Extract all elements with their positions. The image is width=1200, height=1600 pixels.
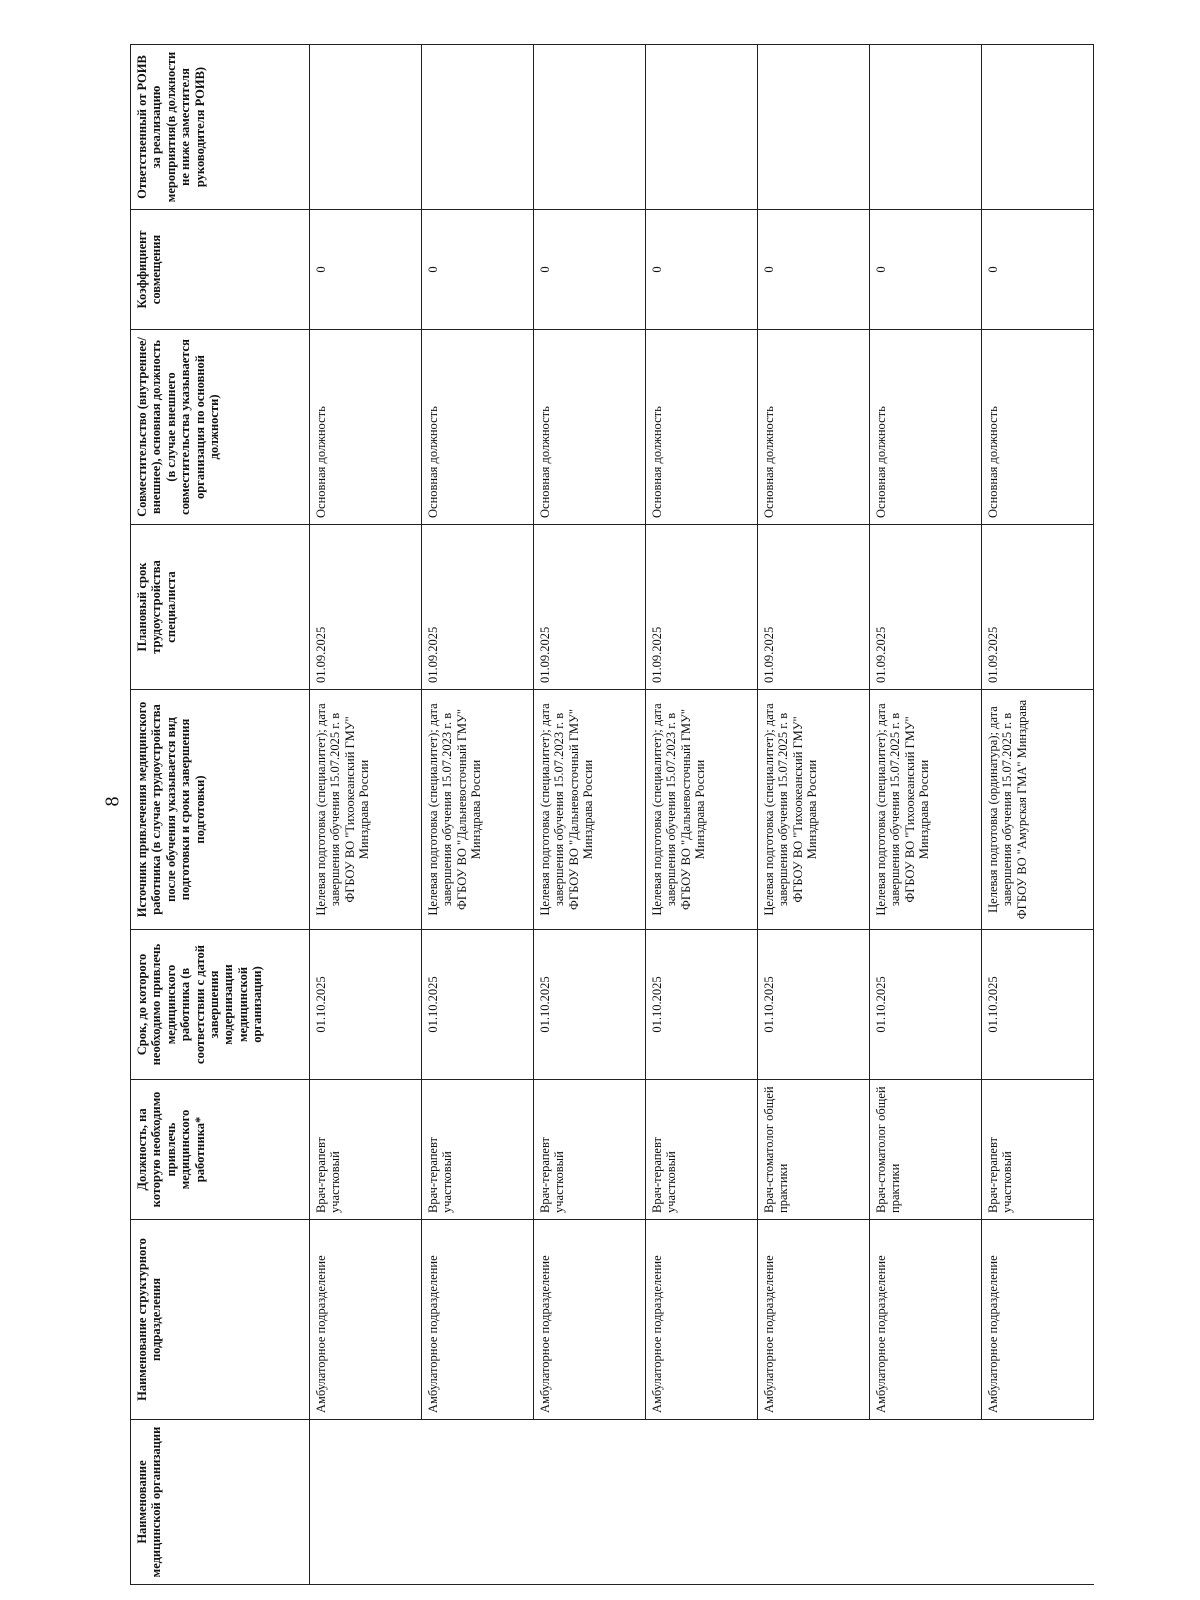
cell-deadline: 01.10.2025 bbox=[646, 930, 758, 1080]
cell-combination: Основная должность bbox=[982, 330, 1094, 525]
cell-source: Целевая подготовка (специалитет); дата завершения обучения 15.07.2025 г. в ФГБОУ ВО "Тихоокеанский ГМУ" Минздрава России bbox=[870, 690, 982, 930]
header-position: Должность, на которую необходимо привлечь медицинского работника* bbox=[131, 1080, 310, 1220]
cell-coefficient: 0 bbox=[870, 210, 982, 330]
header-combination: Совместительство (внутреннее/внешнее), основная должность (в случае внешнего совместительства указывается организация по основной должности) bbox=[131, 330, 310, 525]
cell-combination: Основная должность bbox=[310, 330, 422, 525]
cell-source: Целевая подготовка (специалитет); дата завершения обучения 15.07.2025 г. в ФГБОУ ВО "Тихоокеанский ГМУ" Минздрава России bbox=[310, 690, 422, 930]
table-row bbox=[758, 45, 870, 1585]
cell-combination: Основная должность bbox=[422, 330, 534, 525]
cell-employment-date: 01.09.2025 bbox=[982, 525, 1094, 690]
cell-org bbox=[870, 1420, 982, 1585]
staffing-table bbox=[130, 44, 1094, 1585]
cell-source: Целевая подготовка (специалитет); дата завершения обучения 15.07.2023 г. в ФГБОУ ВО "Дальневосточный ГМУ" Минздрава России bbox=[646, 690, 758, 930]
cell-deadline: 01.10.2025 bbox=[534, 930, 646, 1080]
cell-combination: Основная должность bbox=[534, 330, 646, 525]
table-row bbox=[870, 45, 982, 1585]
table-row bbox=[982, 45, 1094, 1585]
cell-org bbox=[422, 1420, 534, 1585]
page-number: 8 bbox=[101, 796, 124, 807]
cell-position: Врач-терапевт участковый bbox=[982, 1080, 1094, 1220]
cell-employment-date: 01.09.2025 bbox=[870, 525, 982, 690]
cell-org bbox=[758, 1420, 870, 1585]
cell-responsible bbox=[646, 45, 758, 210]
cell-employment-date: 01.09.2025 bbox=[422, 525, 534, 690]
table-row bbox=[534, 45, 646, 1585]
cell-coefficient: 0 bbox=[422, 210, 534, 330]
cell-combination: Основная должность bbox=[646, 330, 758, 525]
cell-org bbox=[982, 1420, 1094, 1585]
cell-combination: Основная должность bbox=[758, 330, 870, 525]
cell-deadline: 01.10.2025 bbox=[310, 930, 422, 1080]
cell-coefficient: 0 bbox=[534, 210, 646, 330]
cell-employment-date: 01.09.2025 bbox=[758, 525, 870, 690]
table-row bbox=[646, 45, 758, 1585]
cell-unit: Амбулаторное подразделение bbox=[982, 1220, 1094, 1420]
cell-position: Врач-стоматолог общей практики bbox=[758, 1080, 870, 1220]
header-employment-date: Плановый срок трудоустройства специалиста bbox=[131, 525, 310, 690]
cell-deadline: 01.10.2025 bbox=[758, 930, 870, 1080]
cell-unit: Амбулаторное подразделение bbox=[758, 1220, 870, 1420]
cell-responsible bbox=[310, 45, 422, 210]
header-coefficient: Коэффициент совмещения bbox=[131, 210, 310, 330]
cell-source: Целевая подготовка (ординатура); дата завершения обучения 15.07.2025 г. в ФГБОУ ВО "Амурская ГМА" Минздрава bbox=[982, 690, 1094, 930]
cell-employment-date: 01.09.2025 bbox=[646, 525, 758, 690]
cell-org bbox=[310, 1420, 422, 1585]
cell-employment-date: 01.09.2025 bbox=[534, 525, 646, 690]
cell-org bbox=[534, 1420, 646, 1585]
cell-position: Врач-терапевт участковый bbox=[646, 1080, 758, 1220]
cell-org bbox=[646, 1420, 758, 1585]
cell-source: Целевая подготовка (специалитет); дата завершения обучения 15.07.2025 г. в ФГБОУ ВО "Тихоокеанский ГМУ" Минздрава России bbox=[758, 690, 870, 930]
cell-responsible bbox=[870, 45, 982, 210]
cell-combination: Основная должность bbox=[870, 330, 982, 525]
header-deadline: Срок, до которого необходимо привлечь медицинского работника (в соответствии с датой завершения модернизации медицинской организации) bbox=[131, 930, 310, 1080]
rotated-table-container bbox=[130, 45, 1080, 1585]
table-row bbox=[310, 45, 422, 1585]
cell-source: Целевая подготовка (специалитет); дата завершения обучения 15.07.2023 г. в ФГБОУ ВО "Дальневосточный ГМУ" Минздрава России bbox=[422, 690, 534, 930]
cell-responsible bbox=[534, 45, 646, 210]
cell-position: Врач-терапевт участковый bbox=[534, 1080, 646, 1220]
table-row bbox=[422, 45, 534, 1585]
cell-unit: Амбулаторное подразделение bbox=[646, 1220, 758, 1420]
cell-source: Целевая подготовка (специалитет); дата завершения обучения 15.07.2023 г. в ФГБОУ ВО "Дальневосточный ГМУ" Минздрава России bbox=[534, 690, 646, 930]
header-source: Источник привлечения медицинского работника (в случае трудоустройства после обучения указывается вид подготовки и сроки завершения подготовки) bbox=[131, 690, 310, 930]
cell-position: Врач-терапевт участковый bbox=[310, 1080, 422, 1220]
header-row bbox=[131, 45, 310, 1585]
header-unit: Наименование структурного подразделения bbox=[131, 1220, 310, 1420]
cell-unit: Амбулаторное подразделение bbox=[870, 1220, 982, 1420]
cell-deadline: 01.10.2025 bbox=[982, 930, 1094, 1080]
header-responsible: Ответственный от РОИВ за реализацию мероприятия(в должности не ниже заместителя руководителя РОИВ) bbox=[131, 45, 310, 210]
cell-deadline: 01.10.2025 bbox=[422, 930, 534, 1080]
cell-unit: Амбулаторное подразделение bbox=[422, 1220, 534, 1420]
header-org: Наименование медицинской организации bbox=[131, 1420, 310, 1585]
cell-unit: Амбулаторное подразделение bbox=[534, 1220, 646, 1420]
table-body bbox=[310, 45, 1094, 1585]
cell-coefficient: 0 bbox=[982, 210, 1094, 330]
cell-unit: Амбулаторное подразделение bbox=[310, 1220, 422, 1420]
cell-position: Врач-терапевт участковый bbox=[422, 1080, 534, 1220]
cell-coefficient: 0 bbox=[310, 210, 422, 330]
cell-responsible bbox=[422, 45, 534, 210]
cell-deadline: 01.10.2025 bbox=[870, 930, 982, 1080]
cell-responsible bbox=[982, 45, 1094, 210]
cell-responsible bbox=[758, 45, 870, 210]
cell-employment-date: 01.09.2025 bbox=[310, 525, 422, 690]
cell-coefficient: 0 bbox=[646, 210, 758, 330]
cell-position: Врач-стоматолог общей практики bbox=[870, 1080, 982, 1220]
cell-coefficient: 0 bbox=[758, 210, 870, 330]
